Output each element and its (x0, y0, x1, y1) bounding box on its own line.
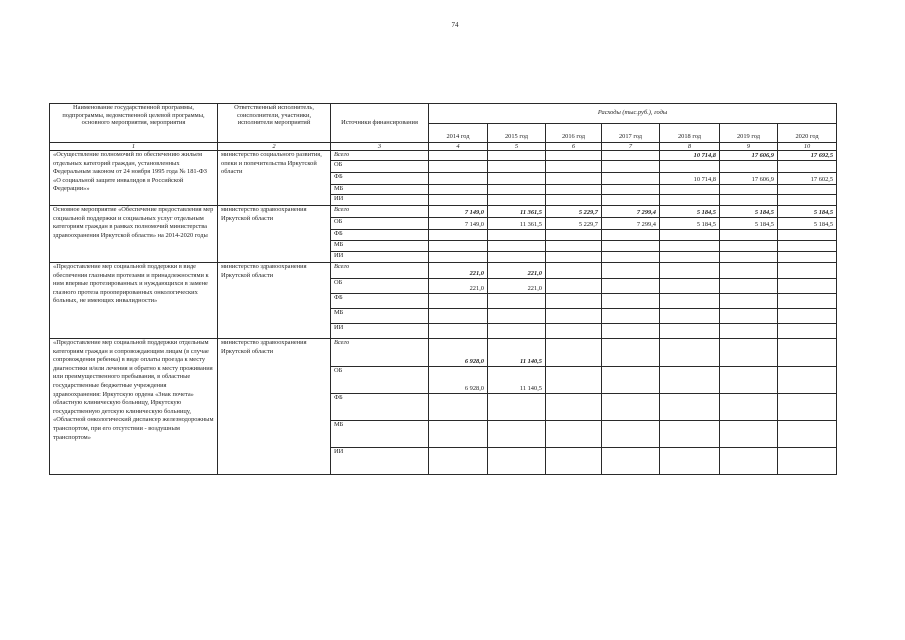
expense-value-cell (720, 230, 778, 241)
page-number: 74 (451, 21, 459, 29)
expense-value-cell (488, 173, 546, 185)
expense-value-cell (602, 394, 660, 421)
expense-value-cell (602, 195, 660, 206)
expense-value-cell (778, 279, 837, 294)
expense-value-cell: 221,0 (488, 263, 546, 279)
expense-value-cell (660, 279, 720, 294)
expense-value-cell (720, 448, 778, 475)
expense-value-cell (546, 161, 602, 173)
expense-value-cell (720, 324, 778, 339)
expense-value-cell (660, 195, 720, 206)
expense-value-cell: 5 229,7 (546, 218, 602, 230)
funding-source-cell: ИИ (331, 324, 429, 339)
expense-value-cell (488, 252, 546, 263)
expense-value-cell (488, 161, 546, 173)
expense-value-cell: 11 361,5 (488, 218, 546, 230)
expense-value-cell (778, 309, 837, 324)
expense-value-cell (429, 195, 488, 206)
expense-value-cell (546, 421, 602, 448)
expense-value-cell (720, 279, 778, 294)
expense-value-cell (720, 421, 778, 448)
header-executor: Ответственный исполнитель, соисполнители, участники, исполнители мероприятий (218, 104, 331, 143)
expense-value-cell (778, 230, 837, 241)
expense-value-cell: 5 184,5 (660, 206, 720, 218)
expense-value-cell: 7 299,4 (602, 218, 660, 230)
expense-value-cell (720, 339, 778, 367)
expense-value-cell: 17 606,9 (720, 173, 778, 185)
expense-value-cell (429, 241, 488, 252)
expense-value-cell (488, 151, 546, 161)
expense-value-cell (602, 263, 660, 279)
expense-value-cell (429, 161, 488, 173)
expense-value-cell (488, 309, 546, 324)
table-row (50, 151, 837, 161)
expense-value-cell: 17 692,5 (778, 151, 837, 161)
expense-value-cell (488, 241, 546, 252)
funding-source-cell: ИИ (331, 195, 429, 206)
expense-value-cell (546, 195, 602, 206)
expense-value-cell (546, 279, 602, 294)
expense-value-cell (429, 173, 488, 185)
expense-value-cell (778, 252, 837, 263)
expense-value-cell (488, 394, 546, 421)
expense-value-cell: 5 184,5 (778, 218, 837, 230)
expense-value-cell: 7 299,4 (602, 206, 660, 218)
expense-value-cell (546, 294, 602, 309)
expense-value-cell (488, 195, 546, 206)
expense-value-cell: 5 184,5 (720, 206, 778, 218)
expense-value-cell: 221,0 (488, 279, 546, 294)
expense-value-cell (778, 263, 837, 279)
funding-source-cell: ФБ (331, 394, 429, 421)
header-year: 2016 год (546, 124, 602, 143)
expense-value-cell (778, 394, 837, 421)
column-number: 3 (331, 143, 429, 151)
expense-value-cell (546, 309, 602, 324)
header-year: 2020 год (778, 124, 837, 143)
expense-value-cell (546, 241, 602, 252)
expense-value-cell (602, 448, 660, 475)
expense-value-cell (660, 421, 720, 448)
program-name-cell: «Предоставление мер социальной поддержки в виде обеспечения глазными протезами и принадлежностями к ним впервые протезированных и нуждающихся в замене глазного протеза прооперированных онкологических больных, не имеющих инвалидности» (50, 263, 218, 339)
table-row (50, 206, 837, 218)
expense-value-cell: 11 140,5 (488, 367, 546, 394)
funding-source-cell: МБ (331, 309, 429, 324)
expense-value-cell (778, 294, 837, 309)
column-number: 2 (218, 143, 331, 151)
funding-source-cell: МБ (331, 241, 429, 252)
expense-value-cell: 11 361,5 (488, 206, 546, 218)
header-year: 2017 год (602, 124, 660, 143)
expense-value-cell (488, 448, 546, 475)
header-funding-source: Источники финансирования (331, 104, 429, 143)
header-year: 2018 год (660, 124, 720, 143)
program-name-cell: Основное мероприятие «Обеспечение предоставления мер социальной поддержки и социальных услуг отдельным категориям граждан в рамках полномочий министерства здравоохранения Иркутской области» на 2014-2020 годы (50, 206, 218, 263)
expense-value-cell: 221,0 (429, 279, 488, 294)
column-number: 7 (602, 143, 660, 151)
expense-value-cell: 17 602,5 (778, 173, 837, 185)
expense-value-cell (546, 448, 602, 475)
expense-value-cell: 7 149,0 (429, 218, 488, 230)
funding-source-cell: ФБ (331, 230, 429, 241)
expense-value-cell (429, 309, 488, 324)
funding-source-cell: ОБ (331, 161, 429, 173)
budget-table (49, 103, 837, 475)
funding-source-cell: Всего (331, 206, 429, 218)
expense-value-cell (602, 421, 660, 448)
expense-value-cell (546, 263, 602, 279)
expense-value-cell: 17 606,9 (720, 151, 778, 161)
funding-source-cell: Всего (331, 339, 429, 367)
executor-cell: министерство здравоохранения Иркутской области (218, 206, 331, 263)
column-number: 10 (778, 143, 837, 151)
table-row (50, 263, 837, 279)
column-number: 4 (429, 143, 488, 151)
funding-source-cell: ИИ (331, 252, 429, 263)
expense-value-cell (660, 263, 720, 279)
header-program-name: Наименование государственной программы, подпрограммы, ведомственной целевой программы, основного мероприятия, мероприятия (50, 104, 218, 143)
expense-value-cell (720, 294, 778, 309)
expense-value-cell (720, 195, 778, 206)
expense-value-cell (602, 151, 660, 161)
executor-cell: министерство здравоохранения Иркутской области (218, 263, 331, 339)
expense-value-cell (720, 263, 778, 279)
program-name-cell: «Осуществление полномочий по обеспечению жильем отдельных категорий граждан, установленных Федеральным законом от 24 ноября 1995 года № 181-ФЗ «О социальной защите инвалидов в Российской Федерации»» (50, 151, 218, 206)
column-number: 9 (720, 143, 778, 151)
table-body (50, 151, 837, 475)
expense-value-cell (602, 279, 660, 294)
expense-value-cell (429, 230, 488, 241)
expense-value-cell (546, 173, 602, 185)
expense-value-cell (778, 241, 837, 252)
expense-value-cell (660, 241, 720, 252)
expense-value-cell (602, 252, 660, 263)
expense-value-cell (660, 339, 720, 367)
expense-value-cell: 11 140,5 (488, 339, 546, 367)
expense-value-cell (660, 324, 720, 339)
expense-value-cell (429, 151, 488, 161)
funding-source-cell: ФБ (331, 173, 429, 185)
expense-value-cell (488, 421, 546, 448)
executor-cell: министерство социального развития, опеки и попечительства Иркутской области (218, 151, 331, 206)
header-expenses-group: Расходы (тыс.руб.), годы (429, 104, 837, 124)
expense-value-cell (602, 161, 660, 173)
expense-value-cell: 5 184,5 (720, 218, 778, 230)
expense-value-cell: 5 184,5 (778, 206, 837, 218)
funding-source-cell: ФБ (331, 294, 429, 309)
header-year: 2015 год (488, 124, 546, 143)
expense-value-cell (778, 161, 837, 173)
expense-value-cell (546, 230, 602, 241)
expense-value-cell (546, 324, 602, 339)
expense-value-cell (720, 241, 778, 252)
funding-source-cell: МБ (331, 421, 429, 448)
funding-source-cell: МБ (331, 185, 429, 195)
expense-value-cell (602, 309, 660, 324)
expense-value-cell (660, 448, 720, 475)
expense-value-cell (660, 161, 720, 173)
expense-value-cell (720, 185, 778, 195)
column-number: 6 (546, 143, 602, 151)
expense-value-cell (778, 195, 837, 206)
expense-value-cell (602, 367, 660, 394)
expense-value-cell (546, 151, 602, 161)
expense-value-cell (778, 324, 837, 339)
funding-source-cell: ОБ (331, 218, 429, 230)
expense-value-cell (778, 367, 837, 394)
expense-value-cell (602, 294, 660, 309)
executor-cell: министерство здравоохранения Иркутской области (218, 339, 331, 475)
funding-source-cell: ИИ (331, 448, 429, 475)
expense-value-cell (602, 241, 660, 252)
expense-value-cell (778, 185, 837, 195)
program-name-cell: «Предоставление мер социальной поддержки отдельным категориям граждан и сопровождающим лицам (в случае сопровождения ребенка) в виде оплаты проезда к месту диагностики и/или лечения и обратно к месту проживания или преимущественного пребывания, в областные государственные бюджетные учреждения здравоохранения: Иркутскую ордена «Знак почета» областную клиническую больницу, Иркутскую государственную детскую клиническую больницу, «Областной онкологический диспансер железнодорожным транспортом, при его отсутствии - воздушным транспортом» (50, 339, 218, 475)
expense-value-cell (488, 294, 546, 309)
expense-value-cell (778, 421, 837, 448)
expense-value-cell: 5 229,7 (546, 206, 602, 218)
expense-value-cell (546, 185, 602, 195)
expense-value-cell (660, 185, 720, 195)
expense-value-cell (429, 294, 488, 309)
expense-value-cell: 221,0 (429, 263, 488, 279)
expense-value-cell (546, 367, 602, 394)
expense-value-cell (546, 394, 602, 421)
expense-value-cell (660, 252, 720, 263)
expense-value-cell (429, 394, 488, 421)
expense-value-cell (488, 324, 546, 339)
expense-value-cell (546, 252, 602, 263)
expense-value-cell (720, 309, 778, 324)
expense-value-cell (429, 185, 488, 195)
expense-value-cell (660, 230, 720, 241)
expense-value-cell (720, 394, 778, 421)
expense-value-cell (602, 339, 660, 367)
expense-value-cell (429, 421, 488, 448)
expense-value-cell (488, 230, 546, 241)
expense-value-cell (602, 324, 660, 339)
expense-value-cell (546, 339, 602, 367)
expense-value-cell (429, 252, 488, 263)
expense-value-cell: 10 714,8 (660, 151, 720, 161)
column-number: 5 (488, 143, 546, 151)
expense-value-cell (720, 252, 778, 263)
expense-value-cell: 6 928,0 (429, 367, 488, 394)
expense-value-cell (488, 185, 546, 195)
expense-value-cell: 10 714,8 (660, 173, 720, 185)
table-row (50, 339, 837, 367)
expense-value-cell (429, 448, 488, 475)
column-number-row (50, 143, 837, 151)
funding-source-cell: ОБ (331, 279, 429, 294)
expense-value-cell (778, 448, 837, 475)
header-year: 2014 год (429, 124, 488, 143)
expense-value-cell (660, 367, 720, 394)
expense-value-cell (660, 394, 720, 421)
expense-value-cell (429, 324, 488, 339)
expense-value-cell: 5 184,5 (660, 218, 720, 230)
expense-value-cell: 7 149,0 (429, 206, 488, 218)
column-number: 1 (50, 143, 218, 151)
header-year: 2019 год (720, 124, 778, 143)
expense-value-cell (602, 230, 660, 241)
funding-source-cell: Всего (331, 151, 429, 161)
expense-value-cell (602, 173, 660, 185)
column-number: 8 (660, 143, 720, 151)
funding-source-cell: Всего (331, 263, 429, 279)
expense-value-cell (660, 309, 720, 324)
expense-value-cell (778, 339, 837, 367)
expense-value-cell: 6 928,0 (429, 339, 488, 367)
expense-value-cell (720, 161, 778, 173)
expense-value-cell (660, 294, 720, 309)
funding-source-cell: ОБ (331, 367, 429, 394)
expense-value-cell (602, 185, 660, 195)
expense-value-cell (720, 367, 778, 394)
